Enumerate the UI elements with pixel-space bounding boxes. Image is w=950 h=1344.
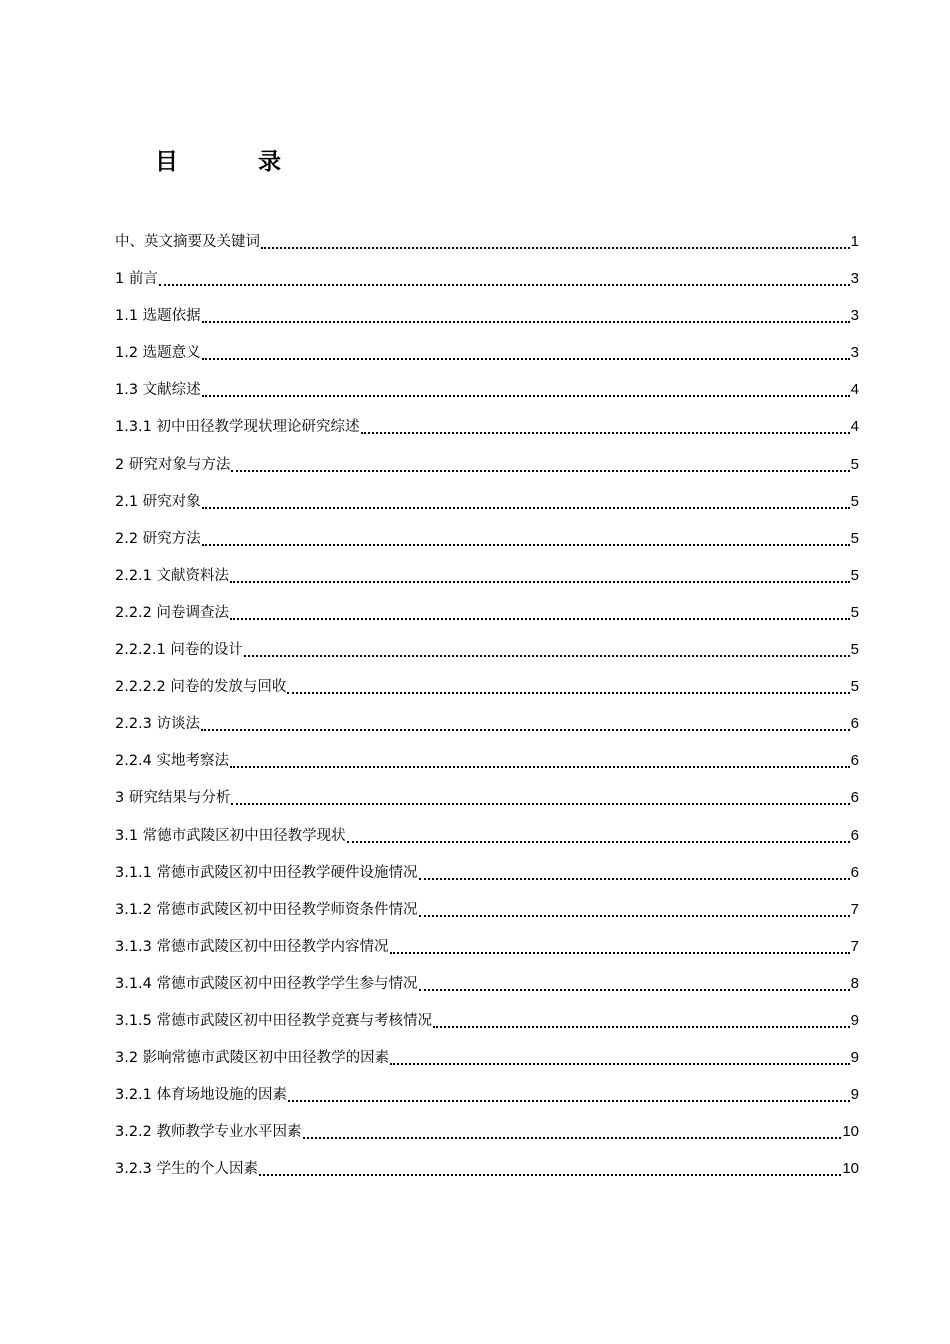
- toc-entry-label[interactable]: 1.1 选题依据: [115, 308, 201, 325]
- toc-entry-label[interactable]: 2.2.2.2 问卷的发放与回收: [115, 679, 287, 696]
- toc-entry-label[interactable]: 3.1.2 常德市武陵区初中田径教学师资条件情况: [115, 901, 418, 918]
- toc-entry[interactable]: [115, 634, 859, 671]
- toc-entry[interactable]: [115, 1116, 859, 1153]
- toc-entry-page-number[interactable]: 9: [850, 1011, 859, 1029]
- toc-entry-page-number[interactable]: 10: [842, 1123, 859, 1141]
- dot-leader: [433, 1008, 850, 1028]
- table-of-contents: [115, 226, 859, 1190]
- toc-entry[interactable]: [115, 708, 859, 745]
- dot-leader: [261, 229, 850, 249]
- toc-entry[interactable]: [115, 300, 859, 337]
- dot-leader: [259, 1156, 841, 1176]
- toc-entry[interactable]: [115, 449, 859, 486]
- toc-entry[interactable]: [115, 263, 859, 300]
- toc-entry-label[interactable]: 3.2 影响常德市武陵区初中田径教学的因素: [115, 1050, 390, 1067]
- toc-entry[interactable]: [115, 745, 859, 782]
- toc-entry-label[interactable]: 2.2.2.1 问卷的设计: [115, 642, 243, 659]
- toc-entry[interactable]: [115, 671, 859, 708]
- toc-entry-page-number[interactable]: 9: [850, 1086, 859, 1104]
- toc-entry[interactable]: [115, 931, 859, 968]
- dot-leader: [202, 489, 850, 509]
- dot-leader: [202, 526, 850, 546]
- toc-entry-label[interactable]: 1 前言: [115, 271, 158, 288]
- toc-entry-label[interactable]: 1.3 文献综述: [115, 382, 201, 399]
- toc-entry[interactable]: [115, 968, 859, 1005]
- toc-entry-page-number[interactable]: 6: [850, 789, 859, 807]
- toc-entry[interactable]: [115, 560, 859, 597]
- toc-entry-label[interactable]: 1.2 选题意义: [115, 345, 201, 362]
- toc-entry-label[interactable]: 3.1.5 常德市武陵区初中田径教学竞赛与考核情况: [115, 1012, 433, 1029]
- toc-entry-page-number[interactable]: 10: [842, 1160, 859, 1178]
- dot-leader: [347, 823, 850, 843]
- dot-leader: [202, 340, 850, 360]
- toc-entry[interactable]: [115, 894, 859, 931]
- toc-entry-page-number[interactable]: 7: [850, 900, 859, 918]
- toc-title: 目 录: [155, 149, 318, 175]
- toc-entry-page-number[interactable]: 3: [850, 307, 859, 325]
- toc-entry-page-number[interactable]: 8: [850, 974, 859, 992]
- dot-leader: [390, 1045, 849, 1065]
- toc-entry-label[interactable]: 3.2.2 教师教学专业水平因素: [115, 1124, 302, 1141]
- toc-entry[interactable]: [115, 782, 859, 819]
- toc-entry-label[interactable]: 1.3.1 初中田径教学现状理论研究综述: [115, 419, 360, 436]
- toc-entry-label[interactable]: 2.2 研究方法: [115, 530, 201, 547]
- toc-entry-label[interactable]: 2.2.3 访谈法: [115, 716, 201, 733]
- toc-entry[interactable]: [115, 597, 859, 634]
- toc-entry-page-number[interactable]: 4: [850, 418, 859, 436]
- toc-entry-page-number[interactable]: 4: [850, 381, 859, 399]
- toc-entry-label[interactable]: 3.1.4 常德市武陵区初中田径教学学生参与情况: [115, 975, 418, 992]
- toc-entry[interactable]: [115, 337, 859, 374]
- toc-entry-label[interactable]: 3.2.3 学生的个人因素: [115, 1161, 259, 1178]
- dot-leader: [230, 600, 850, 620]
- dot-leader: [361, 414, 850, 434]
- toc-entry[interactable]: [115, 820, 859, 857]
- toc-entry-label[interactable]: 3 研究结果与分析: [115, 790, 231, 807]
- toc-entry[interactable]: [115, 1042, 859, 1079]
- toc-entry-page-number[interactable]: 6: [850, 826, 859, 844]
- dot-leader: [202, 303, 850, 323]
- toc-entry-page-number[interactable]: 5: [850, 455, 859, 473]
- toc-entry-page-number[interactable]: 5: [850, 641, 859, 659]
- toc-entry-page-number[interactable]: 6: [850, 715, 859, 733]
- toc-entry-label[interactable]: 2.1 研究对象: [115, 493, 201, 510]
- dot-leader: [159, 266, 850, 286]
- toc-entry-label[interactable]: 2.2.1 文献资料法: [115, 567, 230, 584]
- dot-leader: [303, 1119, 842, 1139]
- dot-leader: [231, 785, 849, 805]
- dot-leader: [230, 748, 850, 768]
- toc-entry[interactable]: [115, 411, 859, 448]
- toc-entry[interactable]: [115, 226, 859, 263]
- toc-entry-label[interactable]: 中、英文摘要及关键词: [115, 234, 260, 250]
- dot-leader: [419, 897, 850, 917]
- toc-entry-page-number[interactable]: 5: [850, 566, 859, 584]
- toc-entry-label[interactable]: 2.2.4 实地考察法: [115, 753, 230, 770]
- toc-entry-page-number[interactable]: 7: [850, 937, 859, 955]
- toc-entry-label[interactable]: 2.2.2 问卷调查法: [115, 604, 230, 621]
- dot-leader: [202, 377, 850, 397]
- toc-entry[interactable]: [115, 857, 859, 894]
- toc-entry-page-number[interactable]: 9: [850, 1049, 859, 1067]
- toc-entry-page-number[interactable]: 5: [850, 603, 859, 621]
- toc-entry-page-number[interactable]: 5: [850, 529, 859, 547]
- toc-entry-label[interactable]: 3.1.3 常德市武陵区初中田径教学内容情况: [115, 938, 389, 955]
- toc-entry-page-number[interactable]: 6: [850, 863, 859, 881]
- toc-entry-label[interactable]: 3.1.1 常德市武陵区初中田径教学硬件设施情况: [115, 864, 418, 881]
- dot-leader: [419, 860, 850, 880]
- toc-entry-label[interactable]: 3.1 常德市武陵区初中田径教学现状: [115, 827, 346, 844]
- toc-entry-page-number[interactable]: 5: [850, 678, 859, 696]
- toc-entry[interactable]: [115, 486, 859, 523]
- toc-entry[interactable]: [115, 1153, 859, 1190]
- toc-entry[interactable]: [115, 1005, 859, 1042]
- dot-leader: [230, 563, 850, 583]
- dot-leader: [419, 971, 850, 991]
- toc-entry-label[interactable]: 3.2.1 体育场地设施的因素: [115, 1087, 288, 1104]
- toc-entry-page-number[interactable]: 1: [850, 233, 859, 250]
- toc-entry[interactable]: [115, 523, 859, 560]
- toc-entry[interactable]: [115, 374, 859, 411]
- dot-leader: [201, 711, 850, 731]
- dot-leader: [287, 674, 849, 694]
- dot-leader: [288, 1082, 850, 1102]
- toc-entry[interactable]: [115, 1079, 859, 1116]
- toc-entry-page-number[interactable]: 3: [850, 270, 859, 288]
- toc-entry-page-number[interactable]: 6: [850, 752, 859, 770]
- toc-entry-label[interactable]: 2 研究对象与方法: [115, 456, 231, 473]
- toc-entry-page-number[interactable]: 5: [850, 492, 859, 510]
- dot-leader: [231, 452, 849, 472]
- dot-leader: [390, 934, 850, 954]
- dot-leader: [244, 637, 850, 657]
- toc-entry-page-number[interactable]: 3: [850, 344, 859, 362]
